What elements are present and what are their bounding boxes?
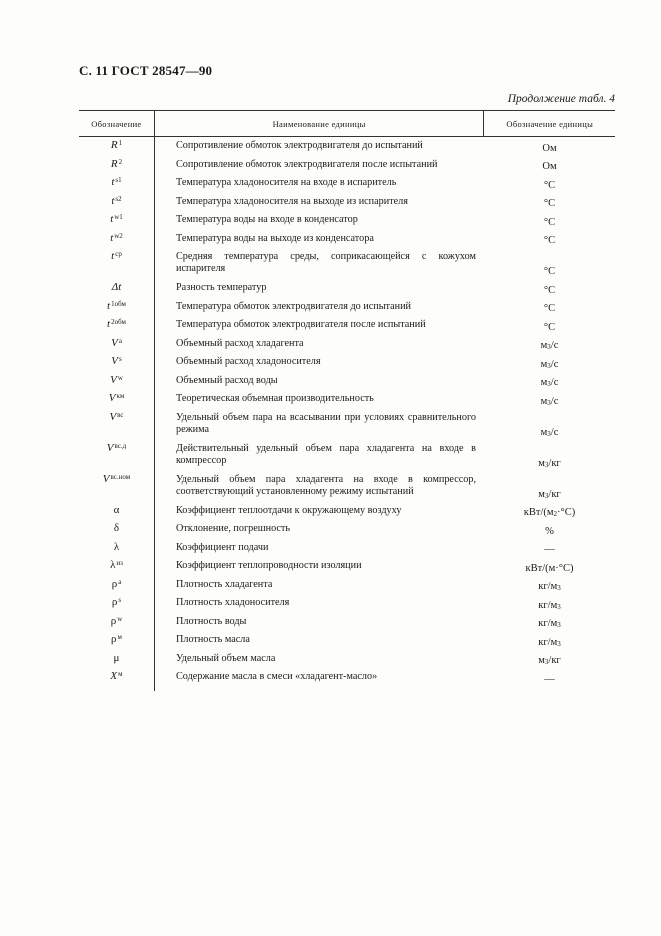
row-unit-symbol: Ом [542,142,557,154]
symbol-base: t [111,194,115,207]
table-header-row [79,110,615,137]
row-unit-symbol [484,390,615,409]
symbol-base: λ [110,559,116,571]
row-symbol [79,298,154,317]
unit-superscript: 3 [547,343,551,351]
row-unit-symbol: °С [543,198,556,209]
row-unit-symbol: кВт/(м·°С) [525,562,574,574]
unit-superscript: 3 [557,639,561,648]
unit-superscript: 3 [544,460,549,469]
row-symbol [79,335,154,354]
row-unit-name: Температура обмоток электродвигателя после испытаний [154,316,484,335]
table-row [79,502,615,521]
row-unit-symbol: °С [543,303,556,314]
unit-text: ·°С) [557,507,576,518]
row-unit-name: Сопротивление обмоток электродвигателя до испытаний [154,137,484,156]
unit-text: /с [550,395,559,407]
symbol-subscript: s [118,596,122,604]
unit-superscript: 3 [557,621,561,629]
symbol-base: t [110,231,114,244]
row-symbol [79,613,154,632]
row-unit-symbol [484,502,615,521]
row-unit-symbol: °С [543,179,556,191]
row-unit-symbol: % [545,525,554,537]
symbol-base: ρ [111,633,117,645]
row-unit-symbol: — [544,673,555,685]
symbol-base: ρ [110,614,117,627]
table-body [79,137,615,687]
symbol-subscript: w [117,614,123,623]
unit-text: /с [550,358,559,370]
row-unit-name: Температура хладоносителя на выходе из испарителя [154,193,484,212]
symbol-base: V [106,441,114,454]
row-symbol [79,279,154,298]
row-unit-symbol [484,613,615,632]
symbol-subscript: w1 [114,213,123,221]
table-row [79,471,615,502]
row-symbol [79,539,154,558]
row-unit-name: Теоретическая объемная производительность [154,390,484,409]
symbol-subscript: 1обм [111,299,126,308]
row-unit-name: Средняя температура среды, соприкасающейся с кожухом испарителя [154,248,484,279]
row-unit-name: Плотность хладоносителя [154,594,484,613]
symbol-base: R [110,139,118,151]
row-symbol [79,594,154,613]
row-symbol [79,440,154,471]
symbol-subscript: 2 [118,157,123,166]
symbol-subscript: w [117,373,123,382]
symbol-subscript: a [118,577,122,586]
table-row [79,372,615,391]
symbol-base: t [111,250,115,262]
row-symbol [79,576,154,595]
table-bottom-edge [154,687,155,691]
row-unit-name: Сопротивление обмоток электродвигателя после испытаний [154,156,484,175]
table-row [79,539,615,558]
row-unit-symbol: Ом [542,161,557,172]
unit-text: /с [550,377,559,388]
row-symbol [79,174,154,193]
unit-superscript: 3 [557,602,561,611]
unit-text: м [538,655,545,666]
row-unit-name: Температура хладоносителя на входе в испаритель [154,174,484,193]
symbol-subscript: вс [117,410,124,419]
row-unit-symbol [484,440,615,471]
symbol-base: μ [113,651,120,664]
row-symbol [79,248,154,279]
unit-text: /кг [548,488,561,500]
row-unit-symbol: °С [543,284,556,296]
row-unit-name: Объемный расход хладоносителя [154,353,484,372]
row-unit-symbol [484,409,615,440]
symbol-subscript: вс.д [114,441,127,450]
unit-text: м [540,340,548,351]
row-unit-name: Объемный расход воды [154,372,484,391]
row-unit-name: Плотность воды [154,613,484,632]
table-row [79,248,615,279]
table-row [79,440,615,471]
table-row [79,594,615,613]
symbol-base: λ [113,540,120,553]
table-row [79,193,615,212]
unit-text: /с [550,340,559,351]
symbol-subscript: км [116,392,125,400]
symbol-base: ρ [111,577,118,590]
row-unit-name: Отклонение, погрешность [154,520,484,539]
row-unit-symbol: °С [543,321,556,333]
row-symbol [79,650,154,669]
symbol-subscript: 1 [118,139,123,147]
row-symbol [79,230,154,249]
row-symbol [79,353,154,372]
unit-text: м [540,395,548,407]
row-symbol [79,409,154,440]
table-row [79,353,615,372]
table-row [79,409,615,440]
row-unit-name: Коэффициент теплоотдачи к окружающему воздуху [154,502,484,521]
table-row [79,668,615,687]
row-unit-symbol: °С [543,216,556,228]
table-row [79,557,615,576]
symbol-base: δ [113,522,120,534]
unit-text: /кг [548,655,561,666]
units-table [79,110,615,691]
column-header-name: Наименование единицы [154,111,485,136]
table-row [79,156,615,175]
row-symbol [79,668,154,687]
row-unit-name: Разность температур [154,279,484,298]
symbol-base: ρ [111,596,118,608]
row-symbol [79,520,154,539]
table-row [79,390,615,409]
symbol-subscript: a [118,336,122,345]
unit-superscript: 3 [547,361,551,370]
symbol-subscript: из [116,559,123,567]
row-unit-symbol [484,594,615,613]
symbol-subscript: 2обм [111,318,126,326]
unit-text: кг/м [538,581,558,592]
table-row [79,230,615,249]
row-unit-name: Удельный объем пара хладагента на входе в компрессор, соответствующий установленному режиму испытаний [154,471,484,502]
table-row [79,279,615,298]
symbol-base: V [102,472,110,485]
row-unit-name: Коэффициент подачи [154,539,484,558]
symbol-subscript: вс.ном [110,472,131,481]
row-symbol [79,193,154,212]
row-unit-symbol [484,631,615,650]
unit-text: м [540,377,548,388]
row-unit-symbol [484,353,615,372]
row-unit-name: Действительный удельный объем пара хладагента на входе в компрессор [154,440,484,471]
table-continuation-label: Продолжение табл. 4 [507,93,615,105]
symbol-base: X [110,670,118,682]
row-symbol [79,316,154,335]
row-unit-name: Температура воды на входе в конденсатор [154,211,484,230]
unit-text: м [540,426,548,438]
symbol-subscript: w2 [114,231,123,240]
table-row [79,520,615,539]
row-unit-name: Коэффициент теплопроводности изоляции [154,557,484,576]
row-symbol [79,156,154,175]
table-row [79,650,615,669]
unit-superscript: 3 [544,658,549,666]
row-symbol [79,372,154,391]
unit-text: кг/м [538,636,558,648]
row-symbol [79,631,154,650]
symbol-base: V [108,392,116,404]
symbol-subscript: s2 [115,194,122,203]
unit-superscript: 3 [547,429,551,438]
unit-superscript: 3 [547,398,551,407]
row-unit-name: Удельный объем пара на всасывании при условиях сравнительного режима [154,409,484,440]
row-symbol [79,557,154,576]
symbol-base: R [110,157,118,170]
unit-text: /кг [548,457,561,469]
row-symbol [79,137,154,156]
unit-superscript: 2 [553,510,558,518]
table-row [79,613,615,632]
row-unit-symbol: °С [543,266,556,277]
unit-text: м [540,358,548,370]
unit-text: /с [550,426,559,438]
table-row [79,576,615,595]
unit-text: кВт/(м [523,507,554,518]
row-unit-symbol: °С [543,235,556,246]
row-unit-symbol [484,576,615,595]
row-unit-name: Содержание масла в смеси «хладагент-масло» [154,668,484,687]
row-symbol [79,471,154,502]
row-unit-name: Плотность масла [154,631,484,650]
row-unit-symbol [484,372,615,391]
symbol-base: t [107,299,111,312]
table-row [79,316,615,335]
symbol-subscript: s1 [115,176,122,184]
symbol-base: V [111,336,118,349]
row-unit-name: Температура воды на выходе из конденсатора [154,230,484,249]
symbol-subscript: ср [115,250,122,258]
row-unit-name: Температура обмоток электродвигателя до испытаний [154,298,484,317]
table-row [79,174,615,193]
row-symbol [79,502,154,521]
page-header: С. 11 ГОСТ 28547—90 [79,63,213,78]
table-row [79,211,615,230]
symbol-base: α [113,503,120,516]
row-symbol [79,390,154,409]
unit-superscript: 3 [544,491,549,500]
unit-superscript: 3 [557,584,561,592]
table-row [79,631,615,650]
row-unit-name: Удельный объем масла [154,650,484,669]
unit-text: м [538,457,545,469]
column-header-symbol: Обозначение [91,118,142,129]
symbol-subscript: м [118,670,123,678]
row-unit-symbol [484,650,615,669]
unit-text: кг/м [538,599,558,611]
row-unit-name: Плотность хладагента [154,576,484,595]
symbol-base: t [107,318,111,330]
symbol-subscript: s [119,355,122,363]
symbol-base: V [109,410,117,423]
unit-text: м [538,488,545,500]
row-unit-symbol [484,335,615,354]
unit-text: кг/м [538,618,558,629]
symbol-base: t [110,213,114,225]
unit-superscript: 3 [547,380,551,388]
row-symbol [79,211,154,230]
column-header-unit: Обозначение единицы [506,118,594,129]
symbol-base: t [111,176,115,188]
table-row [79,335,615,354]
row-unit-symbol: — [544,544,555,555]
row-unit-symbol [484,471,615,502]
table-row [79,298,615,317]
symbol-base: V [111,355,118,367]
symbol-base: Δt [111,281,122,293]
symbol-subscript: м [117,633,122,641]
table-row [79,137,615,156]
row-unit-name: Объемный расход хладагента [154,335,484,354]
symbol-base: V [110,373,117,386]
